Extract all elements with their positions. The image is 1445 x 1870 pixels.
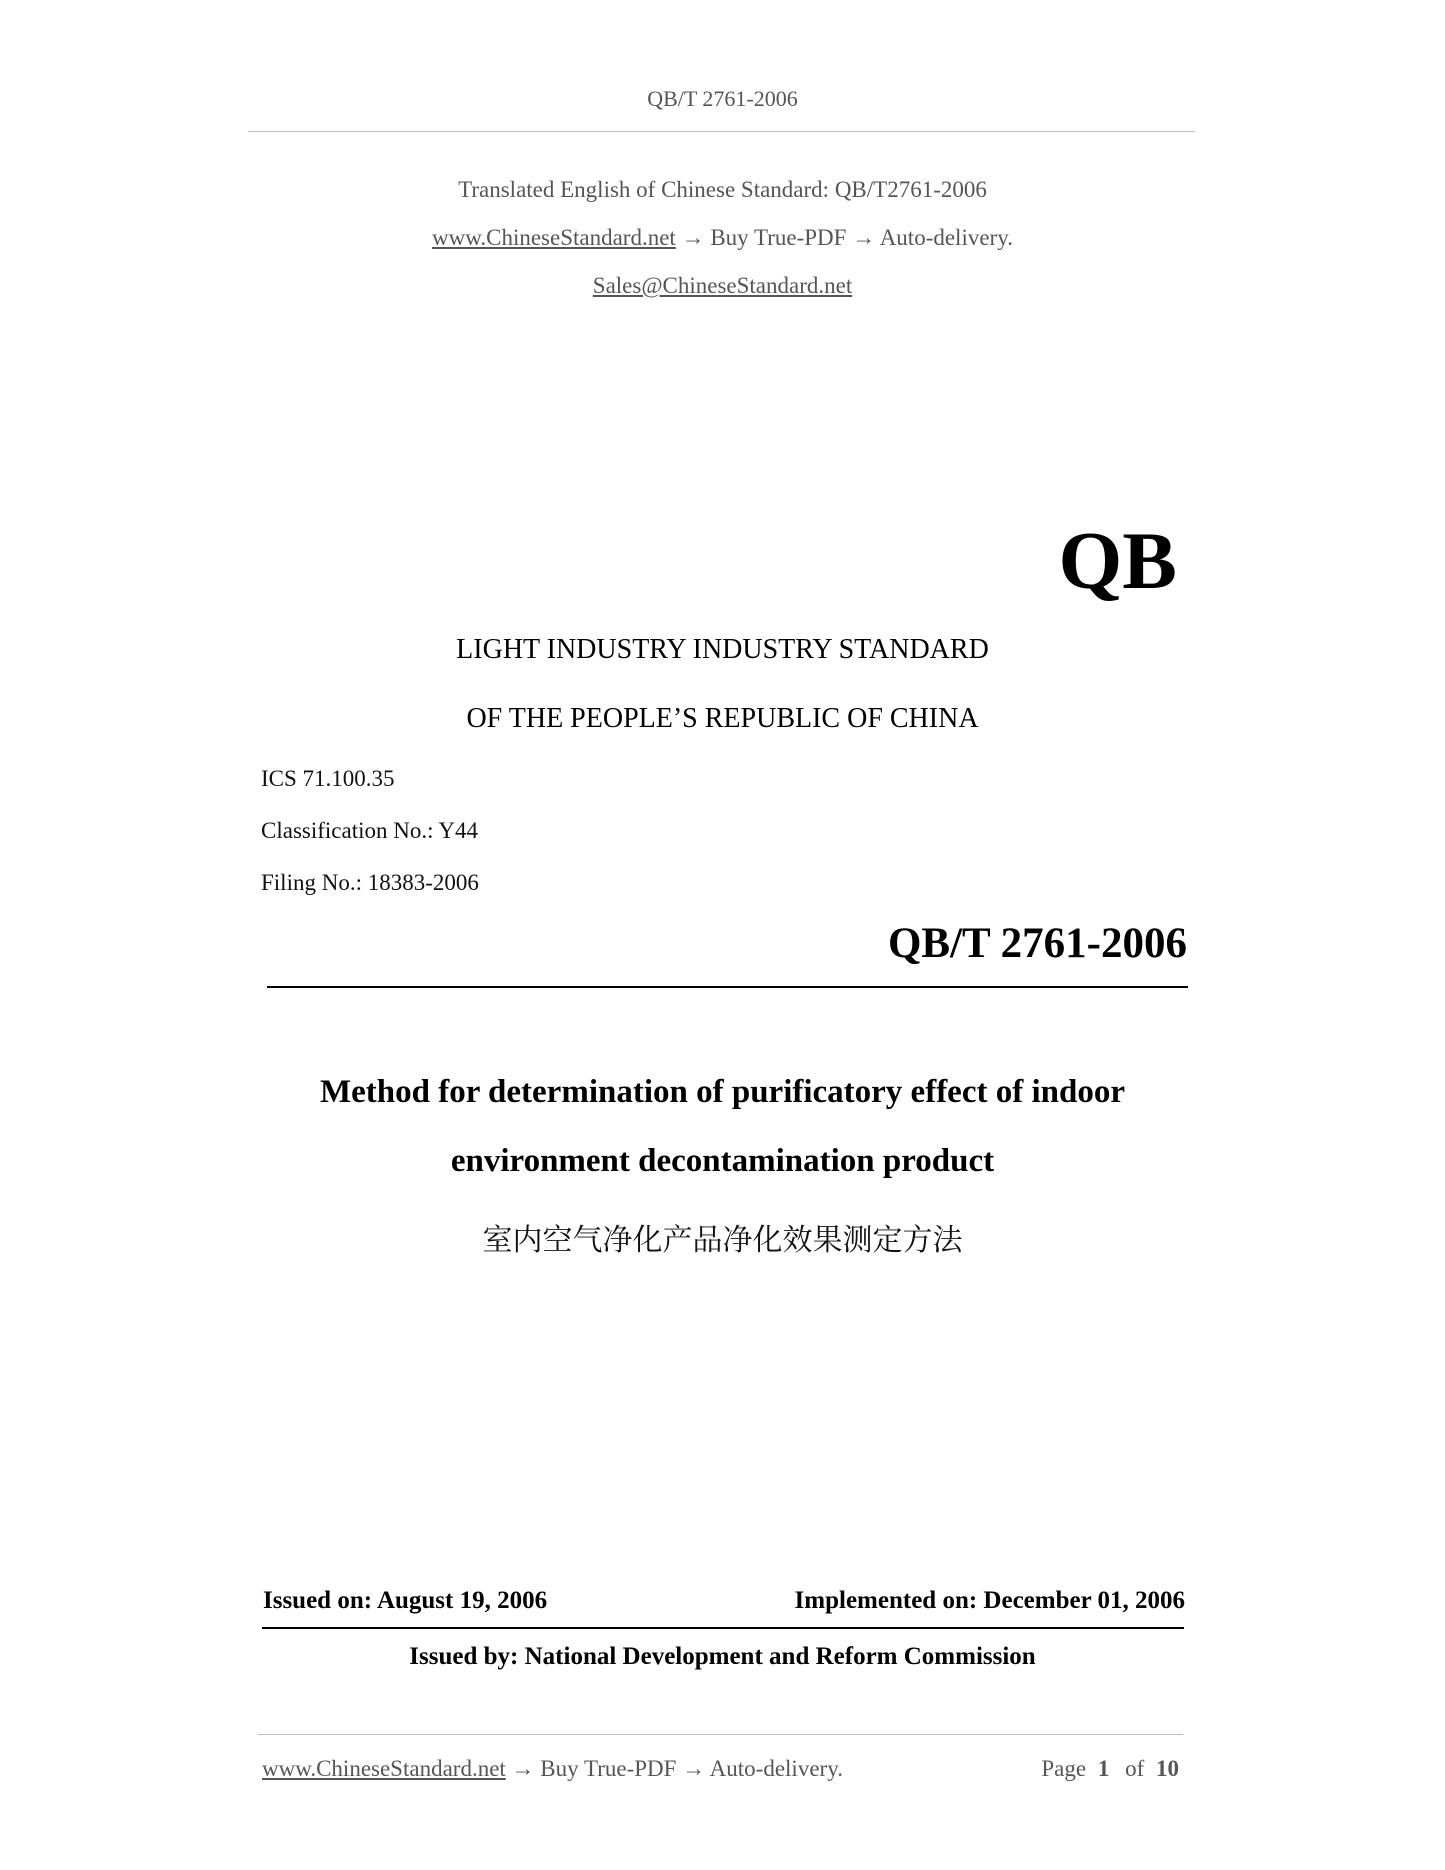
page-current: 1	[1097, 1756, 1110, 1781]
standard-logo-code: QB	[1058, 515, 1177, 606]
standard-body-line2: OF THE PEOPLE’S REPUBLIC OF CHINA	[466, 703, 979, 734]
auto-delivery-text: Auto-delivery.	[879, 225, 1013, 250]
document-title-chinese: 室内空气净化产品净化效果测定方法	[482, 1223, 963, 1258]
translation-notice: Translated English of Chinese Standard: QB/T2761-2006	[458, 177, 987, 202]
footer-site-link[interactable]: www.ChineseStandard.net	[262, 1756, 506, 1781]
running-header-title: QB/T 2761-2006	[647, 86, 798, 111]
ics-code: ICS 71.100.35	[261, 766, 395, 791]
arrow-right-icon: →	[682, 1756, 706, 1781]
page-label: Page	[1041, 1756, 1087, 1781]
classification-number: Classification No.: Y44	[261, 818, 478, 843]
page-total: 10	[1156, 1756, 1179, 1781]
dates-rule	[262, 1627, 1184, 1629]
header-divider	[248, 131, 1195, 132]
sales-email-line	[0, 273, 1445, 299]
document-title-line2: environment decontamination product	[450, 1143, 995, 1179]
standard-body-line1: LIGHT INDUSTRY INDUSTRY STANDARD	[456, 634, 989, 665]
sales-email-link[interactable]: Sales@ChineseStandard.net	[592, 273, 853, 298]
site-link[interactable]: www.ChineseStandard.net	[432, 225, 676, 250]
arrow-right-icon: →	[852, 225, 876, 250]
filing-number: Filing No.: 18383-2006	[261, 870, 479, 895]
page-of-label: of	[1125, 1756, 1145, 1781]
auto-delivery-text: Auto-delivery.	[709, 1756, 843, 1781]
issued-date: Issued on: August 19, 2006	[263, 1587, 548, 1614]
arrow-right-icon: →	[681, 225, 705, 250]
arrow-right-icon: →	[511, 1756, 535, 1781]
buy-true-pdf-text: Buy True-PDF	[540, 1756, 677, 1781]
standard-number-rule	[267, 986, 1188, 988]
footer-purchase-line	[262, 1756, 843, 1782]
buy-true-pdf-text: Buy True-PDF	[710, 225, 847, 250]
document-title-line1: Method for determination of purificatory effect of indoor	[320, 1074, 1125, 1110]
page-indicator	[1041, 1756, 1179, 1782]
implemented-date: Implemented on: December 01, 2006	[794, 1587, 1185, 1614]
purchase-line	[0, 225, 1445, 251]
standard-number: QB/T 2761-2006	[887, 920, 1187, 967]
issuing-authority: Issued by: National Development and Reform Commission	[409, 1643, 1036, 1670]
footer-divider	[258, 1734, 1183, 1735]
